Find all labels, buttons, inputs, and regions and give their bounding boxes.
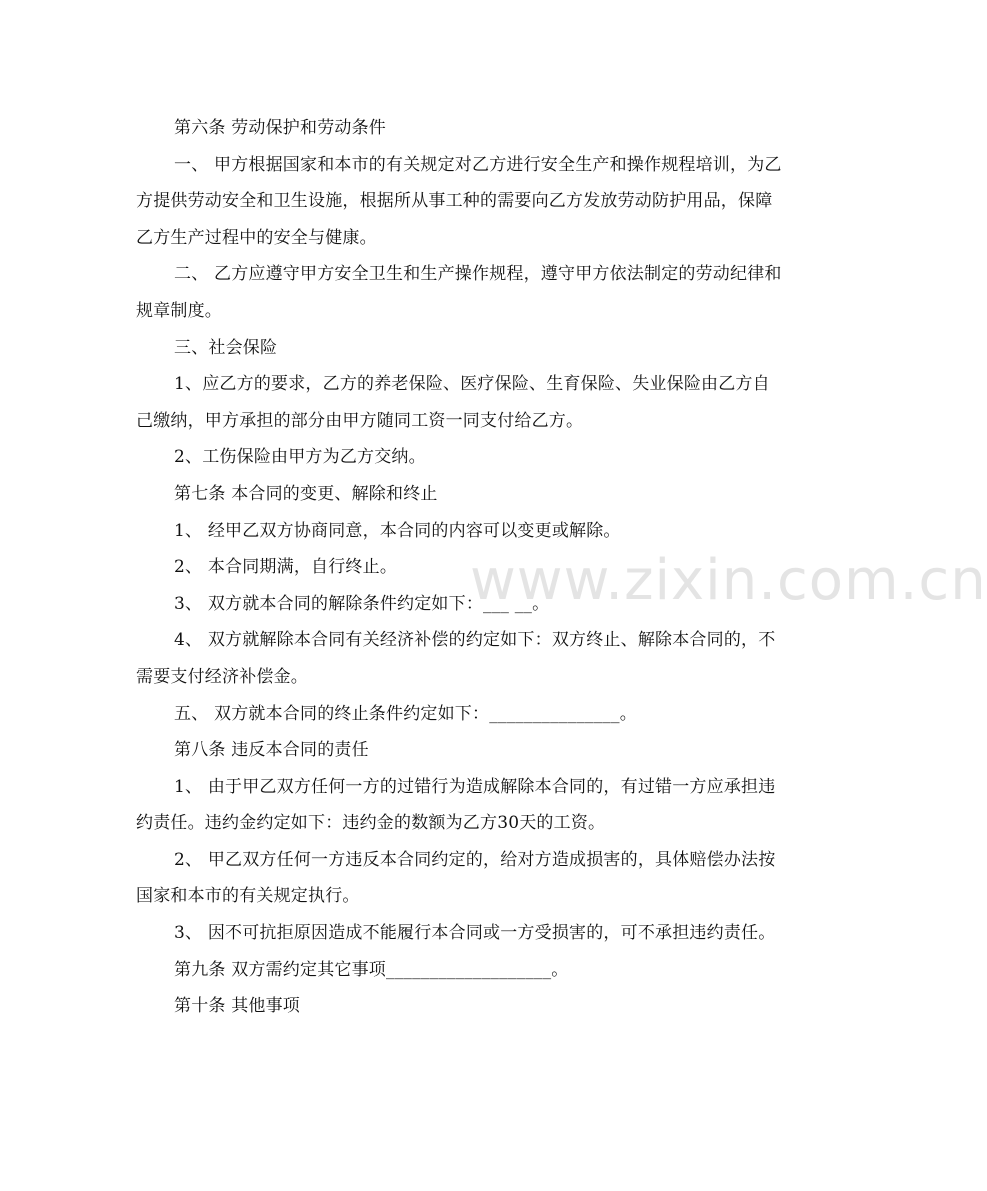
social-insurance-heading: 三、社会保险 (174, 337, 278, 358)
article-7-item-4: 4、 双方就解除本合同有关经济补偿的约定如下：双方终止、解除本合同的，不需要支付经济补偿金。 (136, 630, 776, 687)
contract-body (136, 110, 786, 1025)
article-7-heading: 第七条 本合同的变更、解除和终止 (174, 483, 438, 504)
article-9-heading: 第九条 双方需约定其它事项___________________。 (174, 959, 569, 980)
article-7-item-3: 3、 双方就本合同的解除条件约定如下：___ __。 (174, 593, 550, 614)
article-7-item-1: 1、 经甲乙双方协商同意，本合同的内容可以变更或解除。 (174, 520, 621, 541)
article-7-item-5: 五、 双方就本合同的终止条件约定如下：_______________。 (174, 703, 637, 724)
article-8-item-2: 2、 甲乙双方任何一方违反本合同约定的，给对方造成损害的，具体赔偿办法按国家和本市的有关规定执行。 (136, 849, 776, 907)
social-insurance-item-2: 2、工伤保险由甲方为乙方交纳。 (174, 447, 426, 468)
article-6-heading: 第六条 劳动保护和劳动条件 (174, 118, 387, 138)
article-6-clause-2: 二、 乙方应遵守甲方安全卫生和生产操作规程，遵守甲方依法制定的劳动纪律和规章制度。 (136, 264, 782, 321)
article-7-item-2: 2、 本合同期满，自行终止。 (174, 557, 398, 578)
article-8-item-1: 1、 由于甲乙双方任何一方的过错行为造成解除本合同的，有过错一方应承担违约责任。违约金约定如下：违约金的数额为乙方30天的工资。 (136, 776, 776, 834)
article-10-heading: 第十条 其他事项 (174, 996, 301, 1017)
social-insurance-item-1: 1、应乙方的要求，乙方的养老保险、医疗保险、生育保险、失业保险由乙方自己缴纳，甲方承担的部分由甲方随同工资一同支付给乙方。 (136, 374, 770, 431)
article-6-clause-1: 一、 甲方根据国家和本市的有关规定对乙方进行安全生产和操作规程培训，为乙方提供劳动安全和卫生设施，根据所从事工种的需要向乙方发放劳动防护用品，保障乙方生产过程中的安全与健康。 (136, 154, 782, 248)
article-8-item-3: 3、 因不可抗拒原因造成不能履行本合同或一方受损害的，可不承担违约责任。 (174, 923, 776, 944)
watermark-text: www.zixin.com.cn (470, 548, 987, 613)
article-8-heading: 第八条 违反本合同的责任 (174, 740, 369, 761)
